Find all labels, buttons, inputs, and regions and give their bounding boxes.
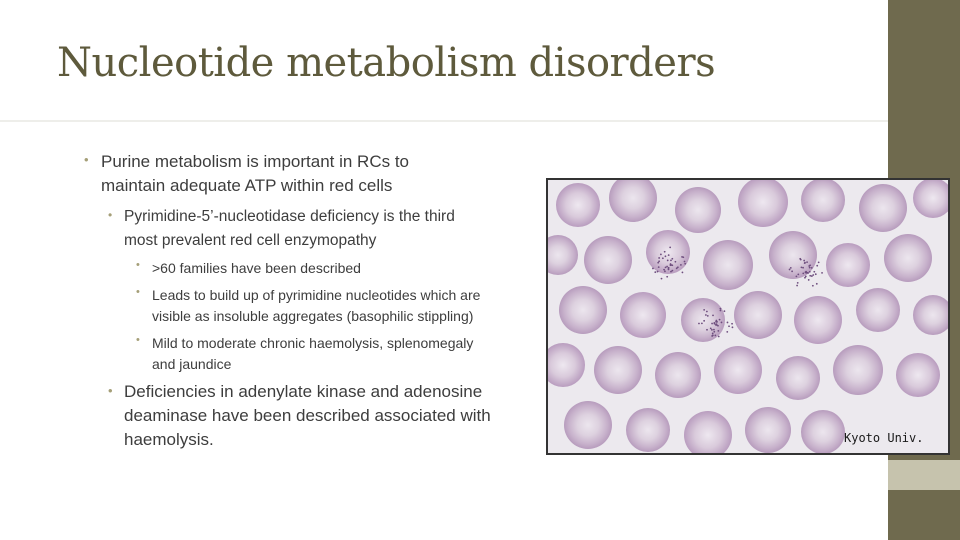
red-blood-cell (801, 180, 845, 222)
red-blood-cell (655, 352, 701, 398)
red-blood-cell (681, 298, 725, 342)
image-watermark: Kyoto Univ. (844, 431, 924, 445)
red-blood-cell (794, 296, 842, 344)
bullet-dot-icon: • (136, 286, 140, 298)
slide-title: Nucleotide metabolism disorders (57, 40, 716, 86)
title-divider (0, 120, 888, 122)
red-blood-cell (594, 346, 642, 394)
red-blood-cell (620, 292, 666, 338)
red-blood-cell (856, 288, 900, 332)
bullet-5-line-1: Mild to moderate chronic haemolysis, splenomegaly (152, 335, 474, 351)
red-blood-cell (826, 243, 870, 287)
red-blood-cell (776, 356, 820, 400)
red-blood-cell (833, 345, 883, 395)
bullet-1-line-1: Purine metabolism is important in RCs to (101, 152, 410, 171)
red-blood-cell (801, 410, 845, 453)
red-blood-cell (675, 187, 721, 233)
bullet-dot-icon: • (136, 334, 140, 346)
red-blood-cell (584, 236, 632, 284)
red-blood-cell (564, 401, 612, 449)
bullet-3-line-1: >60 families have been described (152, 260, 361, 276)
bullet-dot-icon: • (108, 383, 113, 398)
bullet-2-line-2: most prevalent red cell enzymopathy (124, 232, 377, 249)
bullet-dot-icon: • (108, 208, 113, 222)
red-blood-cell (556, 183, 600, 227)
bullet-4-line-1: Leads to build up of pyrimidine nucleotides which are (152, 287, 481, 303)
red-blood-cell (734, 291, 782, 339)
blood-smear-image (548, 180, 948, 453)
red-blood-cell (559, 286, 607, 334)
blood-smear-micrograph (546, 178, 950, 455)
bullet-6-line-3: haemolysis. (124, 430, 214, 449)
bullet-1-line-2: maintain adequate ATP within red cells (101, 176, 393, 195)
bullet-5-line-2: and jaundice (152, 356, 232, 372)
bullet-6-line-2: deaminase have been described associated with (124, 406, 491, 425)
red-blood-cell (714, 346, 762, 394)
sidebar-accent-highlight (888, 460, 960, 490)
red-blood-cell (859, 184, 907, 232)
red-blood-cell (745, 407, 791, 453)
red-blood-cell (703, 240, 753, 290)
red-blood-cell (884, 234, 932, 282)
bullet-6-line-1: Deficiencies in adenylate kinase and adenosine (124, 382, 483, 401)
red-blood-cell (626, 408, 670, 452)
bullet-2-line-1: Pyrimidine-5’-nucleotidase deficiency is the third (124, 208, 455, 225)
bullet-4-line-2: visible as insoluble aggregates (basophilic stippling) (152, 308, 474, 324)
red-blood-cell (896, 353, 940, 397)
bullet-dot-icon: • (84, 152, 89, 167)
bullet-dot-icon: • (136, 259, 140, 271)
